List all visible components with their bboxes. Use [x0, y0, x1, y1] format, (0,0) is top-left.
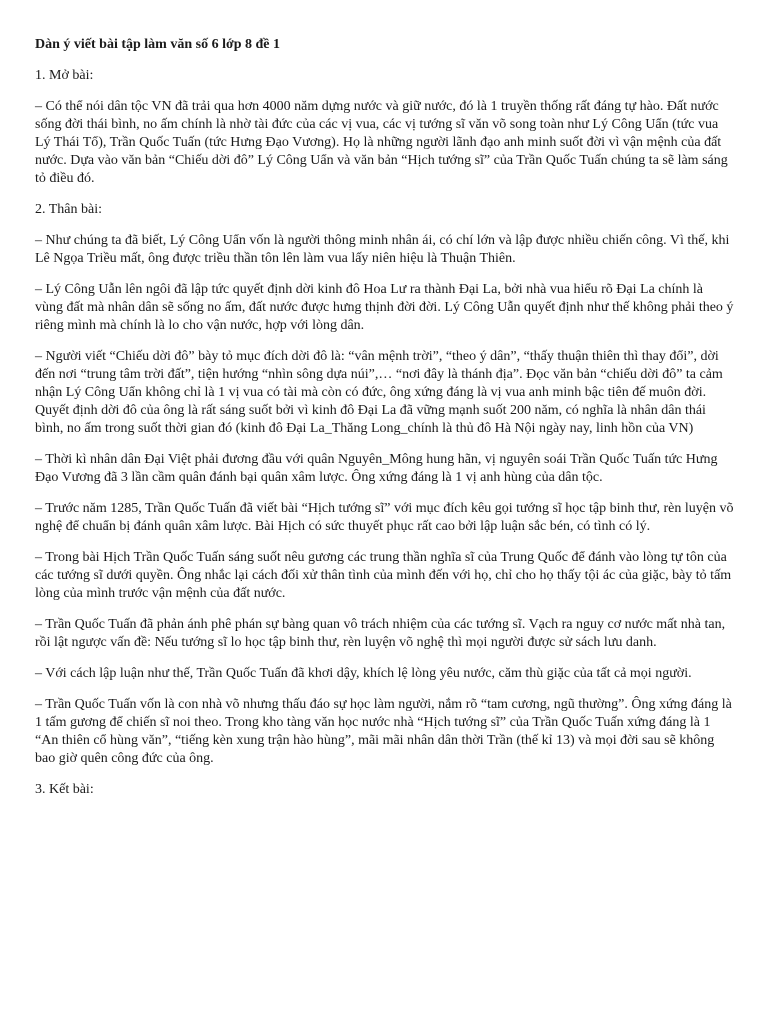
paragraph: – Với cách lập luận như thế, Trần Quốc Tuấn đã khơi dậy, khích lệ lòng yêu nước, căm thù giặc của tất cả mọi người. — [35, 666, 692, 681]
paragraph: – Người viết “Chiếu dời đô” bày tỏ mục đích dời đô là: “vân mệnh trời”, “theo ý dân”, “thấy thuận thiên thì thay đổi”, dời đến nơi “trung tâm trời đất”, tiện hướng “nhìn sông dựa núi”,… “nơi đây là thánh địa”. Đọc văn bản “chiếu dời đô” ta cảm nhận Lý Công Uẩn không chỉ là 1 vị vua có tài mà còn có đức, ông xứng đáng là vị vua anh minh bậc tiên đế muôn đời. Quyết định dời đô của ông là rất sáng suốt bởi vì kinh đô Đại La đã vững mạnh suốt 200 năm, có nghĩa là nhân dân thái bình, no ấm trong suốt thời gian đó (kinh đô Đại La_Thăng Long_chính là thủ đô Hà Nội ngày nay, linh hồn của VN) — [35, 349, 723, 436]
section-heading-body: 2. Thân bài: — [35, 202, 103, 217]
paragraph: – Như chúng ta đã biết, Lý Công Uẩn vốn là người thông minh nhân ái, có chí lớn và lập được nhiều chiến công. Vì thế, khi Lê Ngọa Triều mất, ông được triều thần tôn lên làm vua lấy niên hiệu là Thuận Thiên. — [35, 233, 730, 266]
paragraph: – Thời kì nhân dân Đại Việt phải đương đầu với quân Nguyên_Mông hung hãn, vị nguyên soái Trần Quốc Tuấn tức Hưng Đạo Vương đã 3 lần cầm quân đánh bại quân xâm lược. Ông xứng đáng là 1 vị anh hùng của dân tộc. — [35, 452, 718, 485]
paragraph: – Trần Quốc Tuấn vốn là con nhà võ nhưng thấu đáo sự học làm người, nắm rõ “tam cương, ngũ thường”. Ông xứng đáng là 1 tấm gương để chiến sĩ noi theo. Trong kho tàng văn học nước nhà “Hịch tướng sĩ” của Trần Quốc Tuấn xứng đáng là 1 “An thiên cổ hùng văn”, “tiếng kèn xung trận hào hùng”, mãi mãi nhân dân thời Trần (thế kỉ 13) và mọi đời sau sẽ không bao giờ quên công đức của ông. — [35, 697, 732, 766]
section-heading-intro: 1. Mở bài: — [35, 68, 94, 83]
section-heading-conclusion: 3. Kết bài: — [35, 782, 94, 797]
paragraph: – Lý Công Uẫn lên ngôi đã lập tức quyết định dời kinh đô Hoa Lư ra thành Đại La, bởi nhà vua hiểu rõ Đại La chính là vùng đất mà nhân dân sẽ sống no ấm, đất nước được hưng thịnh đời đời. Lý Công Uẫn quyết định như thế không phải theo ý riêng mình mà chính là lo cho vận nước, hợp với lòng dân. — [35, 282, 734, 333]
paragraph: – Có thể nói dân tộc VN đã trải qua hơn 4000 năm dựng nước và giữ nước, đó là 1 truyền thống rất đáng tự hào. Đất nước sống đời thái bình, no ấm chính là nhờ tài đức của các vị vua, các vị tướng sĩ văn võ song toàn như Lý Công Uẩn (tức vua Lý Thái Tổ), Trần Quốc Tuấn (tức Hưng Đạo Vương). Họ là những người lãnh đạo anh minh suốt đời vì vận mệnh của đất nước. Dựa vào văn bản “Chiếu dời đô” Lý Công Uẩn và văn bản “Hịch tướng sĩ” của Trần Quốc Tuấn chúng ta sẽ làm sáng tỏ điều đó. — [35, 99, 728, 186]
paragraph: – Trong bài Hịch Trần Quốc Tuấn sáng suốt nêu gương các trung thần nghĩa sĩ của Trung Quốc để đánh vào lòng tự tôn của các tướng sĩ dưới quyền. Ông nhắc lại cách đối xử thân tình của mình đến với họ, chỉ cho họ thấy tội ác của giặc, bày tỏ tấm lòng của mình trước vận mệnh của đất nước. — [35, 550, 732, 601]
document-title: Dàn ý viết bài tập làm văn số 6 lớp 8 đề 1 — [35, 37, 280, 52]
paragraph: – Trần Quốc Tuấn đã phản ánh phê phán sự bàng quan vô trách nhiệm của các tướng sĩ. Vạch ra nguy cơ nước mất nhà tan, rồi lật ngược vấn đề: Nếu tướng sĩ lo học tập binh thư, rèn luyện võ nghệ thì mọi người được sử sách lưu danh. — [35, 617, 726, 650]
paragraph: – Trước năm 1285, Trần Quốc Tuấn đã viết bài “Hịch tướng sĩ” với mục đích kêu gọi tướng sĩ học tập binh thư, rèn luyện võ nghệ để chuẩn bị đánh quân xâm lược. Bài Hịch có sức thuyết phục rất cao bởi lập luận sắc bén, có tình có lý. — [35, 501, 734, 534]
